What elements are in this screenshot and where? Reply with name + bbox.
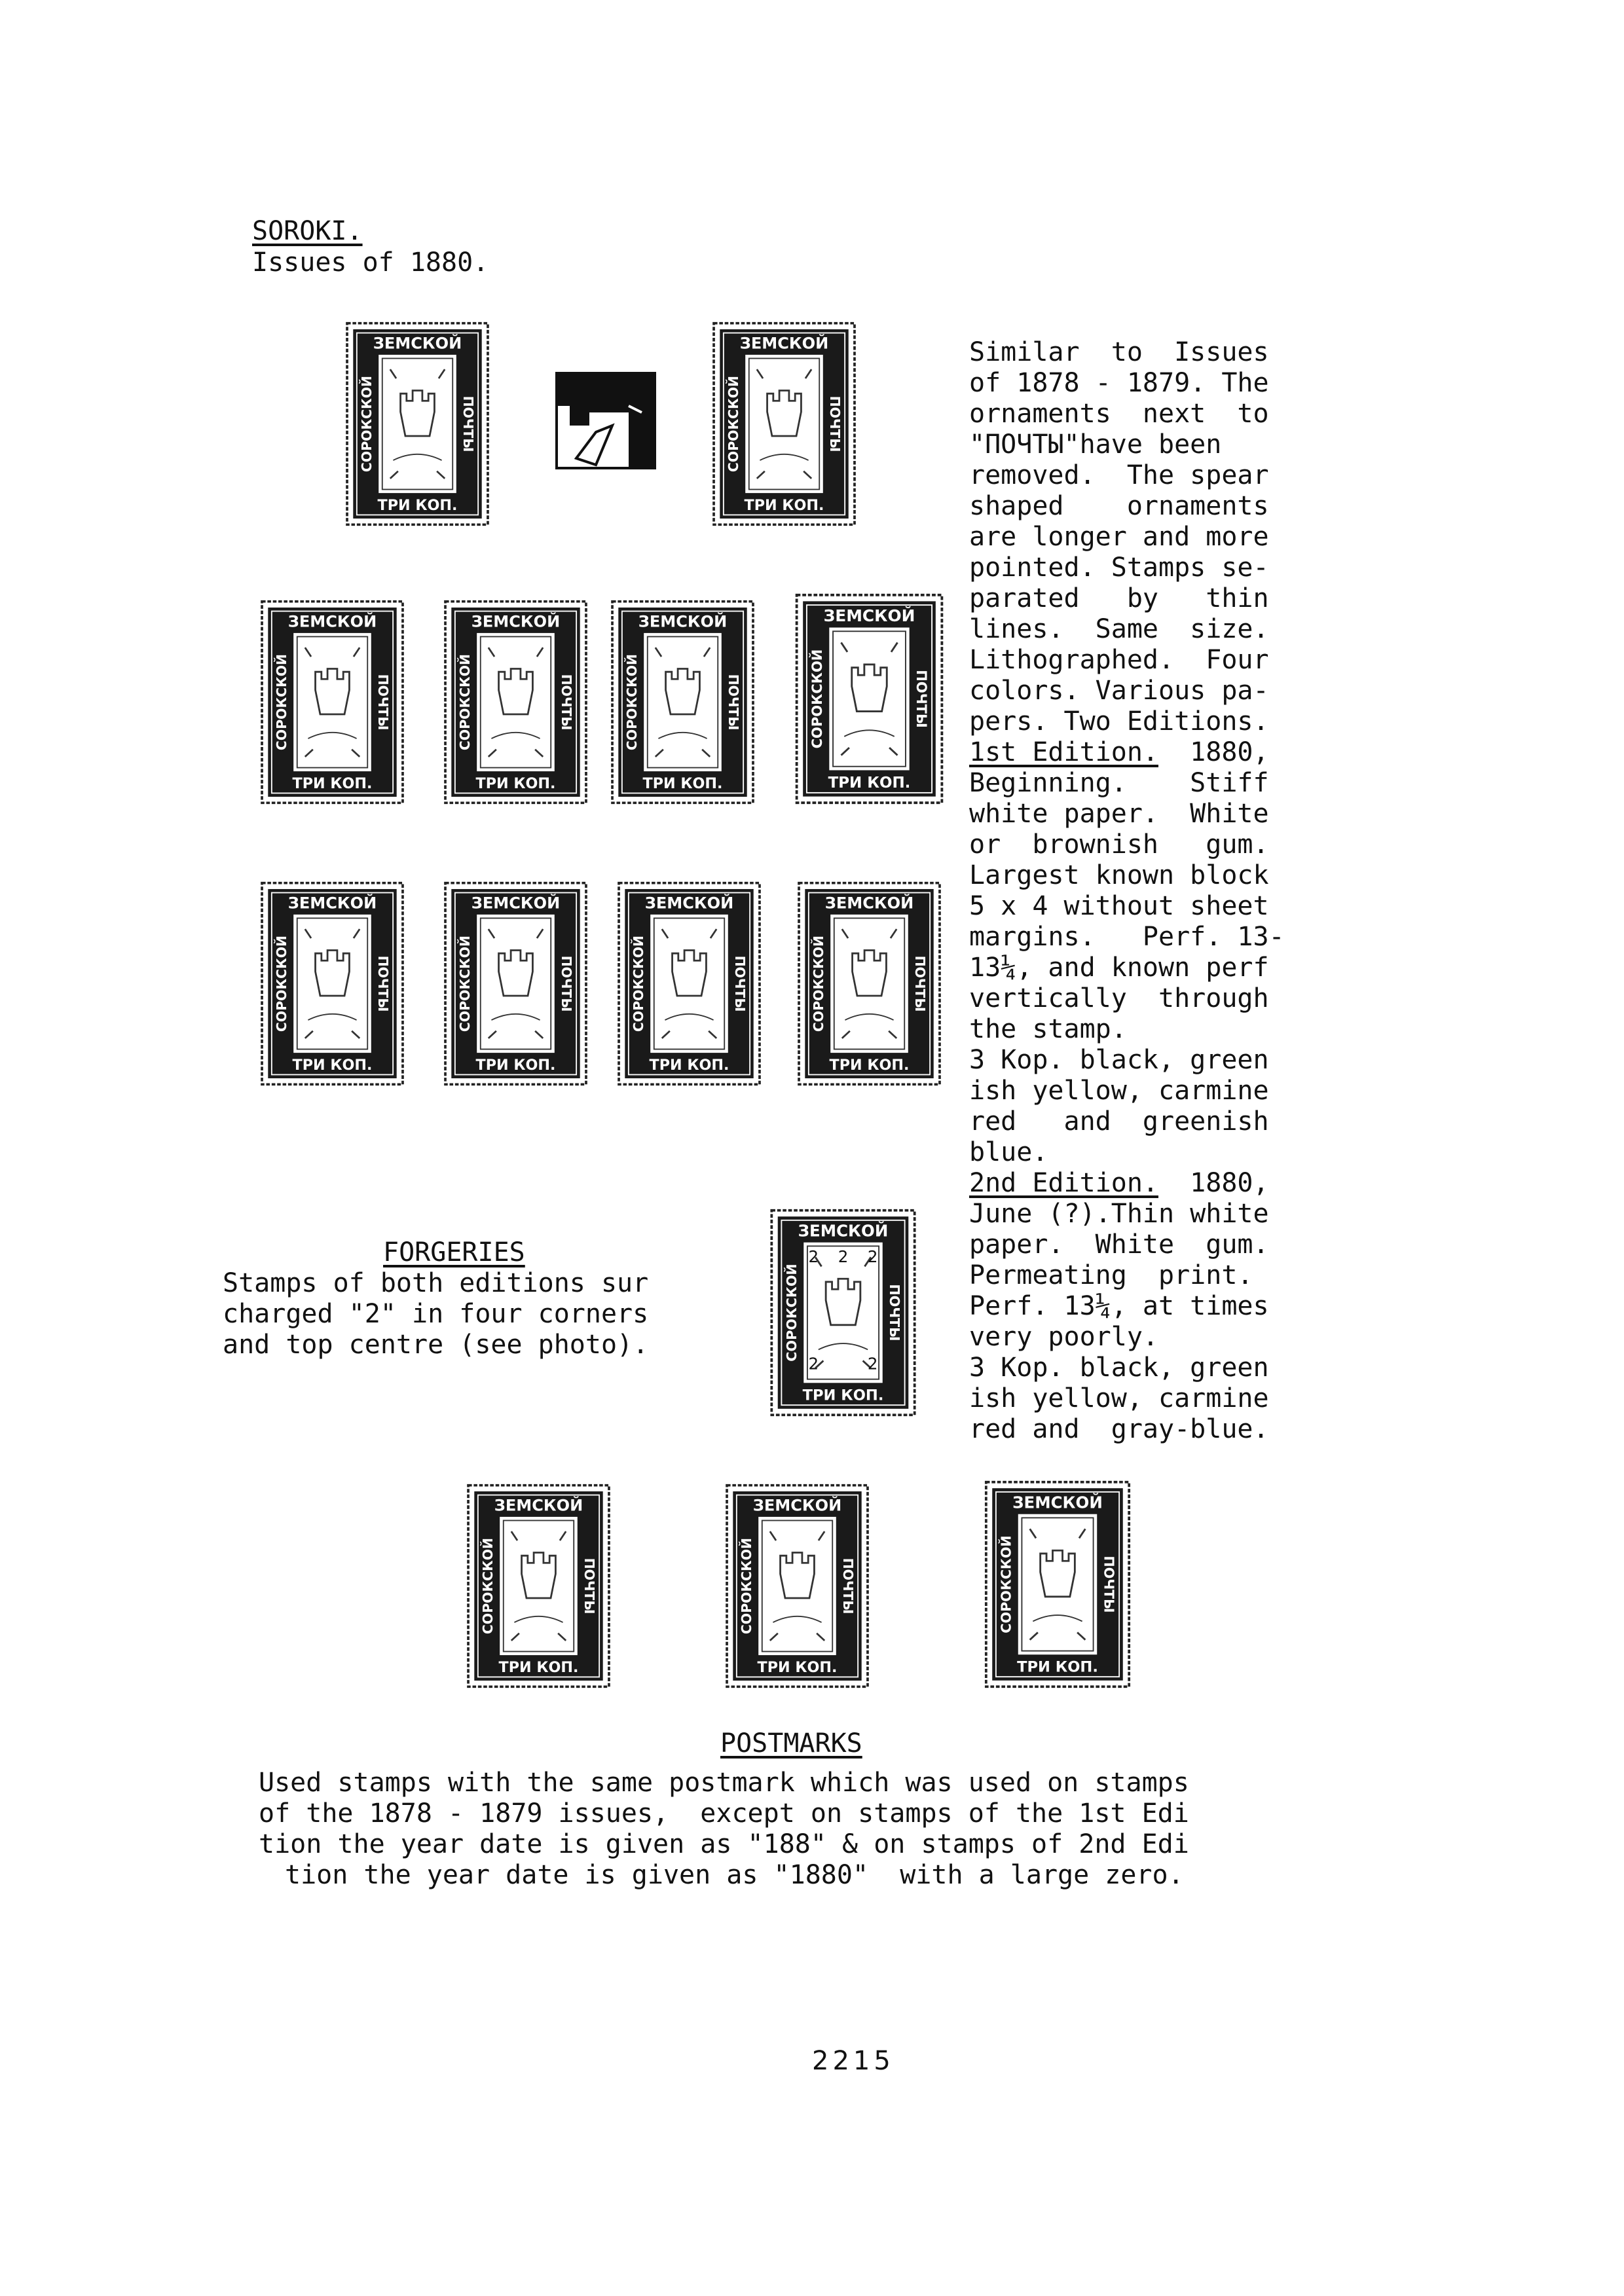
- stamp-image: [789, 592, 950, 805]
- svg-text:СОРОКСКОЙ: СОРОКСКОЙ: [726, 375, 742, 473]
- description-line: the stamp.: [969, 1014, 1127, 1044]
- svg-text:ТРИ КОП.: ТРИ КОП.: [642, 775, 723, 793]
- svg-text:ТРИ КОП.: ТРИ КОП.: [475, 775, 556, 793]
- stamp-image: [337, 321, 498, 527]
- description-line: Similar to Issues: [969, 337, 1269, 367]
- svg-text:ЗЕМСКОЙ: ЗЕМСКОЙ: [798, 1221, 889, 1241]
- svg-text:ПОЧТЫ: ПОЧТЫ: [913, 670, 931, 728]
- description-line: June (?).Thin white: [969, 1199, 1269, 1229]
- description-line: parated by thin: [969, 583, 1269, 613]
- description-line: Largest known block: [969, 860, 1269, 890]
- description-line: 1st Edition. 1880,: [969, 737, 1269, 767]
- description-line: or brownish gum.: [969, 829, 1269, 860]
- description-line: red and greenish: [969, 1106, 1269, 1137]
- svg-text:ЗЕМСКОЙ: ЗЕМСКОЙ: [1012, 1493, 1103, 1512]
- section-title: SOROKI.: [252, 216, 363, 246]
- svg-text:СОРОКСКОЙ: СОРОКСКОЙ: [811, 935, 827, 1032]
- description-line: removed. The spear: [969, 460, 1269, 490]
- stamp-image: [969, 1480, 1146, 1689]
- svg-text:ПОЧТЫ: ПОЧТЫ: [725, 674, 741, 731]
- description-line: of 1878 - 1879. The: [969, 368, 1269, 398]
- svg-text:ПОЧТЫ: ПОЧТЫ: [581, 1558, 597, 1614]
- svg-text:СОРОКСКОЙ: СОРОКСКОЙ: [624, 653, 640, 751]
- svg-text:ПОЧТЫ: ПОЧТЫ: [840, 1558, 856, 1614]
- surcharge-mark: 2: [808, 1247, 819, 1266]
- svg-text:ЗЕМСКОЙ: ЗЕМСКОЙ: [644, 894, 734, 913]
- postmarks-heading: POSTMARKS: [720, 1728, 862, 1758]
- stamp-image: [252, 881, 413, 1087]
- description-line: ish yellow, carmine: [969, 1076, 1269, 1106]
- surcharge-mark: 2: [867, 1247, 878, 1266]
- svg-text:ТРИ КОП.: ТРИ КОП.: [498, 1659, 579, 1677]
- description-line: colors. Various pa-: [969, 676, 1269, 706]
- description-line: ornaments next to: [969, 399, 1269, 429]
- svg-text:ЗЕМСКОЙ: ЗЕМСКОЙ: [824, 894, 914, 913]
- svg-text:ЗЕМСКОЙ: ЗЕМСКОЙ: [471, 612, 561, 631]
- forgeries-heading: FORGERIES: [383, 1237, 525, 1267]
- svg-text:ТРИ КОП.: ТРИ КОП.: [828, 774, 911, 792]
- description-line: lines. Same size.: [969, 614, 1269, 644]
- description-line: white paper. White: [969, 799, 1269, 829]
- svg-text:ПОЧТЫ: ПОЧТЫ: [460, 395, 476, 452]
- svg-text:ЗЕМСКОЙ: ЗЕМСКОЙ: [287, 894, 377, 913]
- description-line: "ПОЧТЫ"have been: [969, 429, 1222, 460]
- svg-text:ПОЧТЫ: ПОЧТЫ: [558, 955, 574, 1012]
- svg-text:СОРОКСКОЙ: СОРОКСКОЙ: [274, 653, 290, 751]
- stamp-image: [435, 599, 596, 805]
- description-line: 5 x 4 without sheet: [969, 891, 1269, 921]
- description-line: pointed. Stamps se-: [969, 553, 1269, 583]
- svg-text:ТРИ КОП.: ТРИ КОП.: [829, 1057, 910, 1074]
- postmark-line: tion the year date is given as "1880" with a large zero.: [285, 1860, 1184, 1890]
- svg-text:ЗЕМСКОЙ: ЗЕМСКОЙ: [287, 612, 377, 631]
- stamp-image: [789, 881, 950, 1087]
- description-line: 3 Kop. black, green: [969, 1045, 1269, 1075]
- description-line: Permeating print.: [969, 1260, 1253, 1290]
- svg-text:СОРОКСКОЙ: СОРОКСКОЙ: [480, 1537, 496, 1635]
- svg-text:СОРОКСКОЙ: СОРОКСКОЙ: [631, 935, 647, 1032]
- svg-text:СОРОКСКОЙ: СОРОКСКОЙ: [783, 1264, 800, 1362]
- forgeries-line: and top centre (see photo).: [223, 1330, 649, 1360]
- svg-text:ЗЕМСКОЙ: ЗЕМСКОЙ: [752, 1496, 842, 1515]
- stamp-image: [704, 321, 864, 527]
- description-line: Lithographed. Four: [969, 645, 1269, 675]
- svg-text:ТРИ КОП.: ТРИ КОП.: [649, 1057, 729, 1074]
- svg-text:ПОЧТЫ: ПОЧТЫ: [912, 955, 928, 1012]
- description-line: margins. Perf. 13-: [969, 922, 1285, 952]
- postmark-line: tion the year date is given as "188" & on stamps of 2nd Edi: [259, 1829, 1189, 1859]
- svg-text:СОРОКСКОЙ: СОРОКСКОЙ: [457, 935, 473, 1032]
- stamp-image: [435, 881, 596, 1087]
- svg-text:ЗЕМСКОЙ: ЗЕМСКОЙ: [373, 334, 462, 353]
- svg-text:ЗЕМСКОЙ: ЗЕМСКОЙ: [739, 334, 829, 353]
- svg-text:ТРИ КОП.: ТРИ КОП.: [802, 1387, 884, 1404]
- postmark-line: of the 1878 - 1879 issues, except on stamps of the 1st Edi: [259, 1798, 1189, 1829]
- description-text: [969, 337, 1285, 1445]
- svg-text:ТРИ КОП.: ТРИ КОП.: [292, 775, 373, 793]
- description-line: blue.: [969, 1137, 1048, 1167]
- svg-text:ЗЕМСКОЙ: ЗЕМСКОЙ: [494, 1496, 583, 1515]
- ornament-detail-image: [550, 367, 661, 475]
- description-line: Perf. 13¼, at times: [969, 1291, 1269, 1321]
- section-subtitle: Issues of 1880.: [252, 247, 489, 278]
- postmark-line: Used stamps with the same postmark which was used on stamps: [259, 1768, 1189, 1798]
- description-line: red and gray-blue.: [969, 1414, 1269, 1444]
- description-line: pers. Two Editions.: [969, 706, 1269, 737]
- description-line: shaped ornaments: [969, 491, 1269, 521]
- svg-text:ПОЧТЫ: ПОЧТЫ: [375, 955, 391, 1012]
- stamp-image: [602, 599, 763, 805]
- svg-text:ТРИ КОП.: ТРИ КОП.: [377, 497, 458, 515]
- description-line: Beginning. Stiff: [969, 768, 1269, 798]
- stamp-image: [458, 1483, 619, 1689]
- forgeries-line: charged "2" in four corners: [223, 1299, 649, 1329]
- svg-text:ПОЧТЫ: ПОЧТЫ: [375, 674, 391, 731]
- postmarks-text: [259, 1768, 1189, 1891]
- svg-text:ПОЧТЫ: ПОЧТЫ: [887, 1284, 903, 1341]
- description-line: 3 Kop. black, green: [969, 1353, 1269, 1383]
- svg-text:СОРОКСКОЙ: СОРОКСКОЙ: [359, 375, 375, 473]
- svg-text:ТРИ КОП.: ТРИ КОП.: [1017, 1658, 1098, 1676]
- svg-text:ПОЧТЫ: ПОЧТЫ: [558, 674, 574, 731]
- svg-text:ПОЧТЫ: ПОЧТЫ: [826, 395, 843, 452]
- description-line: 13¼, and known perf: [969, 953, 1269, 983]
- svg-text:ТРИ КОП.: ТРИ КОП.: [757, 1659, 838, 1677]
- stamp-image: [252, 599, 413, 805]
- description-line: paper. White gum.: [969, 1230, 1269, 1260]
- svg-text:ПОЧТЫ: ПОЧТЫ: [1101, 1556, 1117, 1613]
- description-line: ish yellow, carmine: [969, 1383, 1269, 1413]
- svg-text:СОРОКСКОЙ: СОРОКСКОЙ: [739, 1537, 755, 1635]
- svg-text:ЗЕМСКОЙ: ЗЕМСКОЙ: [823, 606, 915, 625]
- svg-text:ПОЧТЫ: ПОЧТЫ: [731, 955, 748, 1012]
- svg-text:ЗЕМСКОЙ: ЗЕМСКОЙ: [471, 894, 561, 913]
- surcharge-mark: 2: [838, 1247, 849, 1266]
- stamp-image: [609, 881, 769, 1087]
- svg-text:СОРОКСКОЙ: СОРОКСКОЙ: [274, 935, 290, 1032]
- svg-text:ТРИ КОП.: ТРИ КОП.: [292, 1057, 373, 1074]
- forgery-stamp-image: [763, 1208, 923, 1417]
- description-line: are longer and more: [969, 522, 1269, 552]
- page-number: 2215: [812, 2046, 895, 2076]
- surcharge-mark: 2: [808, 1354, 819, 1374]
- description-line: 2nd Edition. 1880,: [969, 1168, 1269, 1198]
- surcharge-mark: 2: [867, 1354, 878, 1374]
- svg-text:ТРИ КОП.: ТРИ КОП.: [475, 1057, 556, 1074]
- svg-text:СОРОКСКОЙ: СОРОКСКОЙ: [808, 649, 825, 749]
- svg-text:ЗЕМСКОЙ: ЗЕМСКОЙ: [638, 612, 728, 631]
- svg-text:ТРИ КОП.: ТРИ КОП.: [744, 497, 824, 515]
- forgeries-line: Stamps of both editions sur: [223, 1268, 649, 1298]
- description-line: vertically through: [969, 983, 1269, 1013]
- svg-text:СОРОКСКОЙ: СОРОКСКОЙ: [457, 653, 473, 751]
- description-line: very poorly.: [969, 1322, 1158, 1352]
- svg-text:СОРОКСКОЙ: СОРОКСКОЙ: [998, 1535, 1014, 1633]
- stamp-image: [717, 1483, 877, 1689]
